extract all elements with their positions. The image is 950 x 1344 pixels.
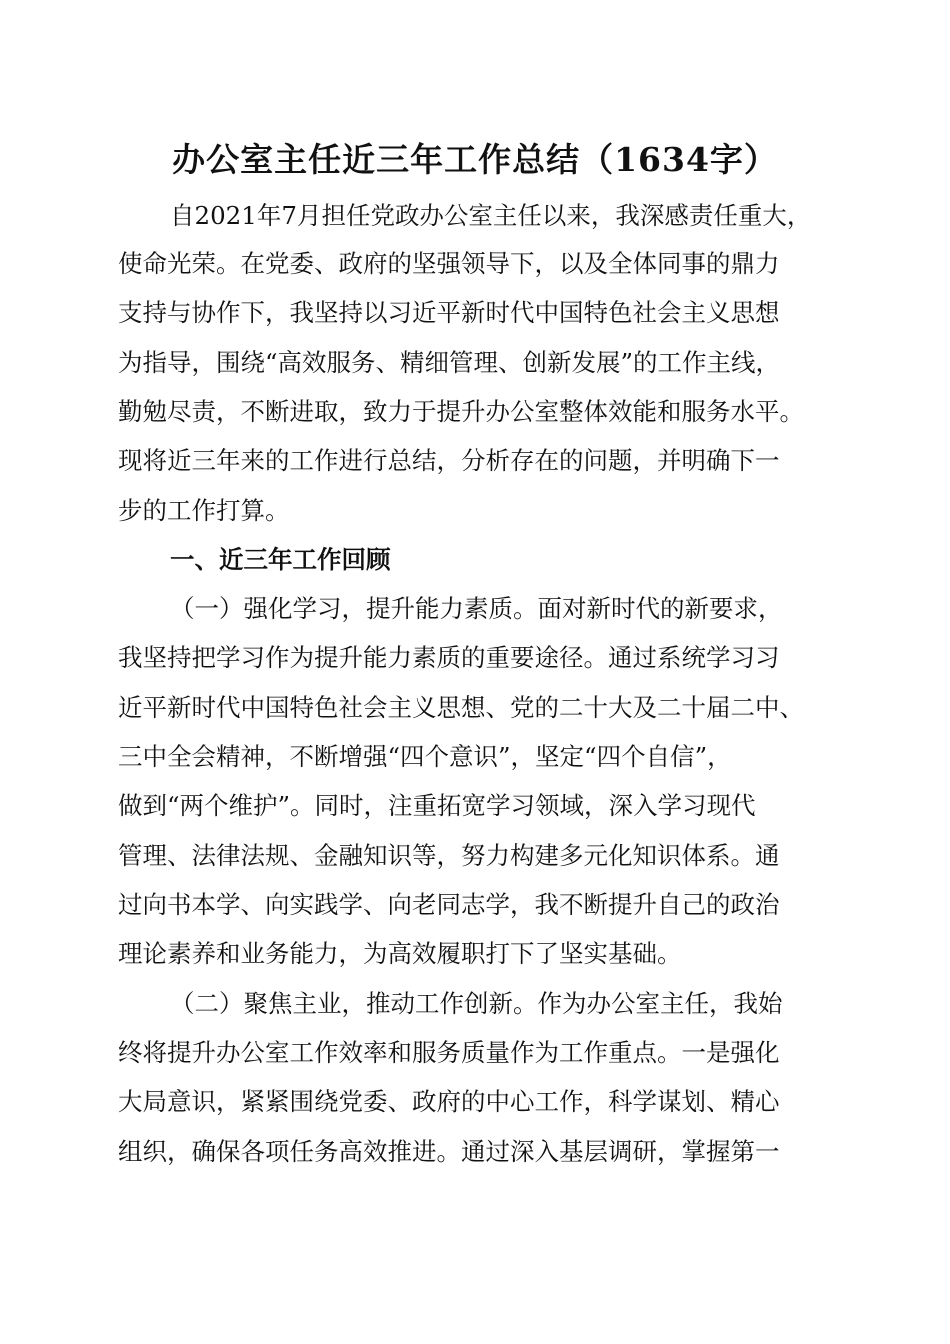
intro-line: 为指导，围绕“高效服务、精细管理、创新发展”的工作主线， [118, 348, 781, 377]
intro-line: 勤勉尽责，不断进取，致力于提升办公室整体效能和服务水平。 [118, 397, 804, 426]
paragraph-line: 过向书本学、向实践学、向老同志学，我不断提升自己的政治 [118, 890, 780, 919]
paragraph-line: 管理、法律法规、金融知识等，努力构建多元化知识体系。通 [118, 841, 780, 870]
paragraph-line: 我坚持把学习作为提升能力素质的重要途径。通过系统学习习 [118, 643, 780, 672]
paragraph-line: 大局意识，紧紧围绕党委、政府的中心工作，科学谋划、精心 [118, 1087, 780, 1116]
paragraph-line: 近平新时代中国特色社会主义思想、党的二十大及二十届二中、 [118, 693, 804, 722]
paragraph-line: 终将提升办公室工作效率和服务质量作为工作重点。一是强化 [118, 1038, 780, 1067]
paragraph-line: （一）强化学习，提升能力素质。面对新时代的新要求， [170, 594, 783, 623]
document-title: 办公室主任近三年工作总结（1634字） [172, 140, 778, 179]
intro-line: 自2021年7月担任党政办公室主任以来，我深感责任重大， [170, 201, 812, 230]
intro-line: 使命光荣。在党委、政府的坚强领导下，以及全体同事的鼎力 [118, 249, 780, 278]
paragraph-line: 三中全会精神，不断增强“四个意识”，坚定“四个自信”， [118, 742, 732, 771]
paragraph-line: 组织，确保各项任务高效推进。通过深入基层调研，掌握第一 [118, 1137, 780, 1166]
paragraph-line: 理论素养和业务能力，为高效履职打下了坚实基础。 [118, 939, 682, 968]
paragraph-line: 做到“两个维护”。同时，注重拓宽学习领域，深入学习现代 [118, 791, 756, 820]
intro-line: 现将近三年来的工作进行总结，分析存在的问题，并明确下一 [118, 446, 780, 475]
section-heading: 一、近三年工作回顾 [170, 545, 391, 574]
intro-line: 支持与协作下，我坚持以习近平新时代中国特色社会主义思想 [118, 298, 780, 327]
intro-line: 步的工作打算。 [118, 496, 290, 525]
paragraph-line: （二）聚焦主业，推动工作创新。作为办公室主任，我始 [170, 989, 783, 1018]
